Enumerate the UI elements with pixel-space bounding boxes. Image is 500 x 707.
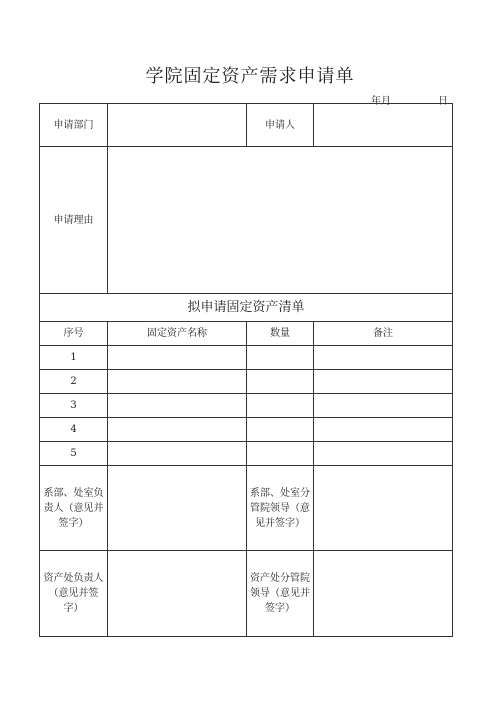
table-row	[40, 394, 453, 418]
note-cell[interactable]	[314, 370, 453, 394]
form-title: 学院固定资产需求申请单	[145, 66, 355, 87]
table-row	[40, 418, 453, 442]
quantity-cell[interactable]	[247, 370, 314, 394]
asset-name-cell[interactable]	[108, 442, 247, 466]
dept-approval-row	[40, 466, 453, 551]
table-row	[40, 442, 453, 466]
quantity-cell[interactable]	[247, 394, 314, 418]
asset-head-opinion-text: 资产处负责人（意见并签字）	[43, 573, 104, 614]
quantity-cell[interactable]	[247, 346, 314, 370]
column-header-name: 固定资产名称	[108, 322, 247, 346]
reason-row	[40, 147, 453, 294]
dept-leader-opinion-label	[247, 466, 314, 551]
asset-list-title: 拟申请固定资产清单	[40, 294, 453, 322]
table-row	[40, 346, 453, 370]
application-form-table	[39, 103, 453, 637]
note-cell[interactable]	[314, 418, 453, 442]
asset-name-cell[interactable]	[108, 346, 247, 370]
reason-label: 申请理由	[40, 147, 108, 294]
dept-head-opinion-label	[40, 466, 108, 551]
column-header-quantity: 数量	[247, 322, 314, 346]
asset-name-cell[interactable]	[108, 418, 247, 442]
dept-head-opinion-text: 系部、处室负责人（意见并签字）	[43, 487, 104, 529]
asset-approval-row	[40, 551, 453, 637]
asset-list-title-row	[40, 294, 453, 322]
asset-head-signature-field[interactable]	[108, 551, 247, 637]
asset-leader-signature-field[interactable]	[314, 551, 453, 637]
asset-name-cell[interactable]	[108, 394, 247, 418]
department-label: 申请部门	[40, 104, 108, 147]
quantity-cell[interactable]	[247, 442, 314, 466]
asset-name-cell[interactable]	[108, 370, 247, 394]
row-number: 2	[40, 370, 108, 394]
asset-head-opinion-label	[40, 551, 108, 637]
note-cell[interactable]	[314, 394, 453, 418]
row-number: 1	[40, 346, 108, 370]
department-row	[40, 104, 453, 147]
table-row	[40, 370, 453, 394]
reason-field[interactable]	[108, 147, 453, 294]
dept-leader-opinion-text: 系部、处室分管院领导（意见并签字）	[250, 487, 310, 529]
note-cell[interactable]	[314, 346, 453, 370]
applicant-label: 申请人	[247, 104, 314, 147]
date-day: 日	[438, 96, 448, 107]
asset-list-header-row	[40, 322, 453, 346]
column-header-no: 序号	[40, 322, 108, 346]
date-year-month: 年月	[371, 96, 391, 107]
dept-leader-signature-field[interactable]	[314, 466, 453, 551]
dept-head-signature-field[interactable]	[108, 466, 247, 551]
asset-leader-opinion-text: 资产处分管院领导（意见并签字）	[250, 573, 310, 614]
row-number: 4	[40, 418, 108, 442]
row-number: 5	[40, 442, 108, 466]
asset-leader-opinion-label	[247, 551, 314, 637]
column-header-note: 备注	[314, 322, 453, 346]
note-cell[interactable]	[314, 442, 453, 466]
department-field[interactable]	[108, 104, 247, 147]
applicant-field[interactable]	[314, 104, 453, 147]
quantity-cell[interactable]	[247, 418, 314, 442]
row-number: 3	[40, 394, 108, 418]
